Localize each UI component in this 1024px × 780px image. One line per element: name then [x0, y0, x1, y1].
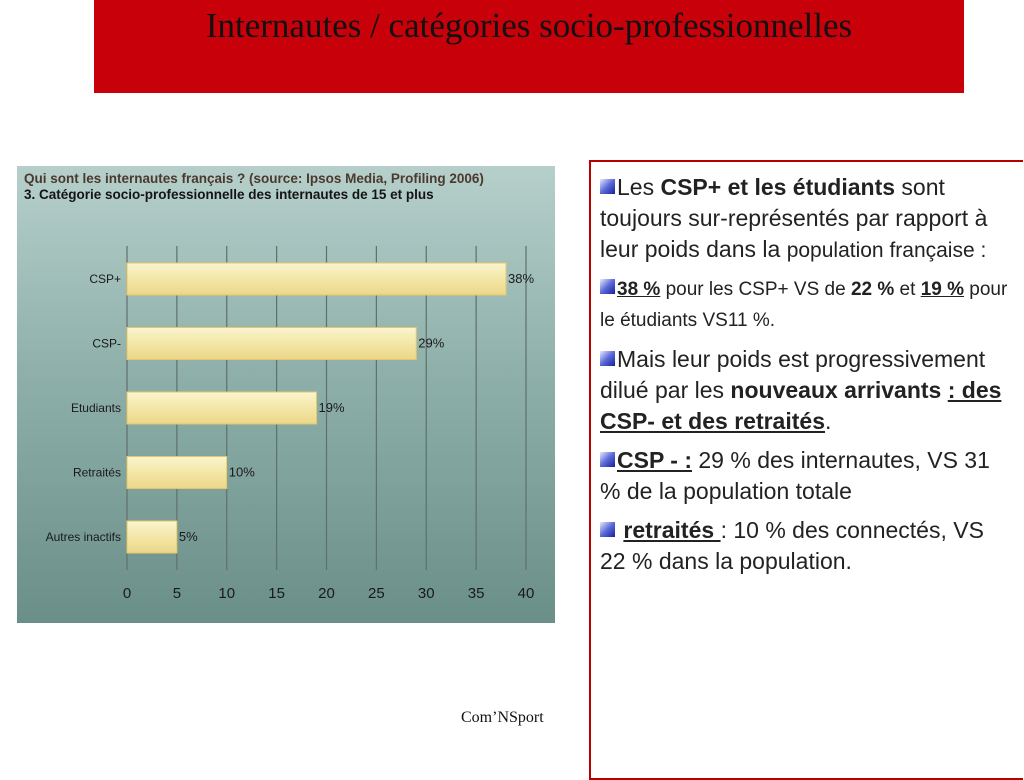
text-span: Les: [617, 174, 661, 200]
paragraph-retirees: [600, 515, 1015, 577]
paragraph-percentages: [600, 274, 1015, 336]
bar: [127, 392, 317, 424]
text-span: 29 % des internautes, VS 31 % de la population totale: [600, 447, 990, 504]
value-label: 19%: [318, 400, 345, 415]
text-span: et: [894, 279, 921, 300]
bar: [127, 521, 177, 553]
category-label: CSP-: [92, 336, 121, 351]
text-span: 22 %: [850, 279, 895, 300]
x-tick-label: 0: [122, 585, 132, 602]
square-bullet-icon: [600, 279, 615, 294]
x-tick-label: 40: [517, 585, 535, 602]
square-bullet-icon: [600, 351, 615, 366]
text-span: VS: [702, 310, 728, 331]
value-label: 5%: [178, 529, 198, 544]
bar-chart: [17, 166, 555, 623]
paragraph-csp-plus: [600, 172, 1015, 266]
text-span: 11 %.: [727, 310, 776, 331]
text-span: 19 %: [920, 279, 964, 300]
footer-credit: Com’NSport: [461, 709, 544, 726]
chart-header: [24, 171, 555, 203]
text-span: population.: [739, 548, 852, 574]
value-label: 10%: [228, 464, 255, 480]
category-label: CSP+: [89, 272, 121, 286]
x-tick-label: 15: [268, 585, 285, 602]
text-span: population française :: [786, 239, 987, 262]
square-bullet-icon: [600, 522, 615, 537]
chart-subtitle: Qui sont les internautes français ? (source: Ipsos Media, Profiling 2006): [24, 171, 484, 186]
text-span: de: [819, 279, 851, 300]
text-span: 38 %: [617, 279, 661, 300]
category-label: Etudiants: [70, 401, 121, 415]
x-tick-label: 20: [318, 585, 335, 602]
title-banner: [94, 0, 964, 93]
value-label: 38%: [508, 271, 535, 286]
chart-panel: [17, 166, 555, 623]
text-span: pour le étudiants: [600, 279, 1008, 331]
square-bullet-icon: [600, 452, 615, 467]
x-tick-label: 30: [417, 585, 435, 602]
paragraph-csp-minus: [600, 445, 1015, 507]
x-tick-label: 5: [172, 585, 182, 602]
bar: [127, 263, 506, 295]
slide-title: Internautes / catégories socio-professionnelles: [205, 6, 853, 45]
text-span: retraités: [623, 517, 721, 543]
bar: [127, 457, 227, 489]
text-span: : des CSP- et des retraités: [600, 377, 1002, 434]
text-span: sont toujours sur-représentés par rapport à leur poids dans la: [600, 174, 988, 262]
x-tick-label: 10: [218, 585, 236, 602]
x-tick-label: 25: [368, 585, 385, 602]
x-tick-label: 35: [467, 585, 485, 602]
text-span: : 10 % des connectés, VS 22 % dans la: [600, 517, 984, 574]
text-span: CSP+ et les étudiants: [660, 174, 896, 200]
category-label: Autres inactifs: [45, 530, 121, 544]
square-bullet-icon: [600, 179, 615, 194]
text-span: nouveaux arrivants: [730, 377, 942, 403]
text-span: CSP - :: [617, 447, 692, 473]
commentary-box: [589, 160, 1023, 780]
text-span: pour les CSP+: [660, 279, 794, 300]
text-span: .: [824, 408, 832, 434]
text-span: Mais leur poids est progressivement dilué par les: [600, 346, 986, 403]
value-label: 29%: [418, 335, 445, 351]
category-label: Retraités: [72, 465, 121, 480]
chart-title: 3. Catégorie socio-professionnelle des internautes de 15 et plus: [24, 187, 434, 202]
bar: [127, 328, 416, 360]
paragraph-new-arrivals: [600, 344, 1015, 437]
text-span: VS: [793, 279, 820, 300]
